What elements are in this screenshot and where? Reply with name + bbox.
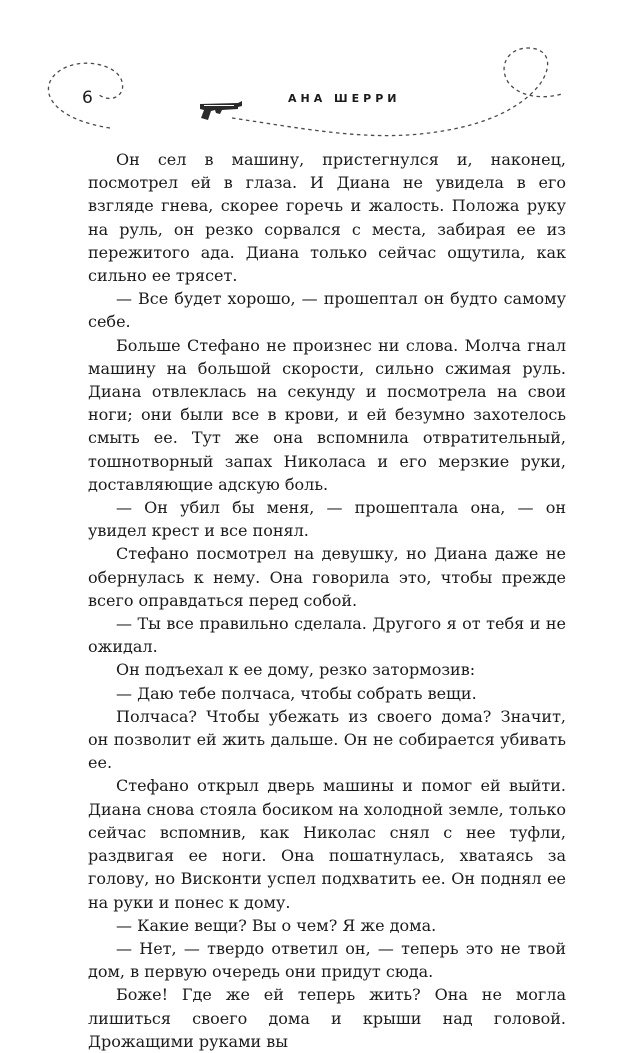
dashed-flourish-decoration [0, 0, 644, 150]
paragraph: — Он убил бы меня, — прошептала она, — он увидел крест и все понял. [88, 498, 566, 541]
pistol-icon [198, 98, 244, 122]
paragraph: — Какие вещи? Вы о чем? Я же дома. [116, 915, 437, 935]
paragraph: Больше Стефано не произнес ни слова. Молча гнал машину на большой скорости, сильно сжимая руль. Диана отвлеклась на секунду и посмотрела на свои ноги; они были все в крови, и ей безумно захотелось смыть ее. Тут же она вспомнила отвратительный, тошнотворный запах Николаса и его мерзкие руки, доставляющие адскую боль. [88, 335, 566, 494]
paragraph: — Нет, — твердо ответил он, — теперь это не твой дом, в первую очередь они придут сюда. [88, 938, 566, 982]
paragraph: Полчаса? Чтобы убежать из своего дома? Значит, он позволит ей жить дальше. Он не собирается убивать ее. [88, 706, 566, 773]
running-head-author: АНА ШЕРРИ [288, 92, 401, 105]
paragraph: Он подъехал к ее дому, резко затормозив: [116, 660, 476, 680]
paragraph: Он сел в машину, пристегнулся и, наконец, посмотрел ей в глаза. И Диана не увидела в его взгляде гнева, скорее горечь и жалость. Положа руку на руль, он резко сорвался с места, забирая ее из пережитого ада. Диана только сейчас ощутила, как сильно ее трясет. [88, 150, 566, 286]
body-text [88, 148, 566, 1053]
paragraph: Стефано посмотрел на девушку, но Диана даже не обернулась к нему. Она говорила это, чтобы прежде всего оправдаться перед собой. [88, 544, 566, 610]
page-number: 6 [82, 88, 93, 108]
paragraph: — Даю тебе полчаса, чтобы собрать вещи. [116, 683, 477, 703]
paragraph: Стефано открыл дверь машины и помог ей выйти. Диана снова стояла босиком на холодной земле, только сейчас вспомнив, как Николас снял с нее туфли, раздвигая ее ноги. Она пошатнулась, хватаясь за голову, но Висконти успел подхватить ее. Он поднял ее на руки и понес к дому. [88, 776, 566, 912]
paragraph: Боже! Где же ей теперь жить? Она не могла лишиться своего дома и крыши над головой. Дрожащими руками вы [88, 985, 566, 1051]
paragraph: — Ты все правильно сделала. Другого я от тебя и не ожидал. [88, 614, 566, 657]
paragraph: — Все будет хорошо, — прошептал он будто самому себе. [88, 289, 566, 332]
